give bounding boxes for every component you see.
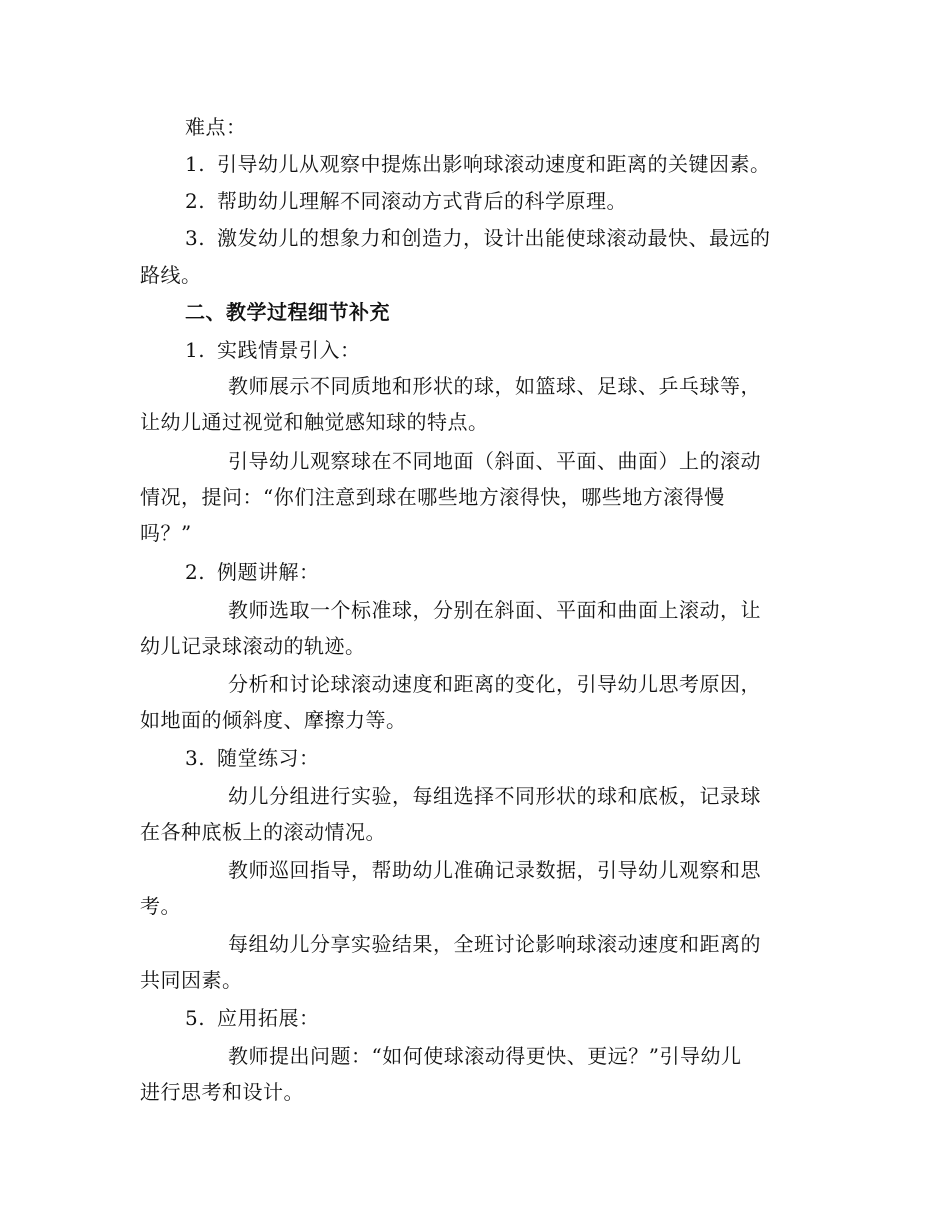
subsection-title [185, 745, 320, 771]
difficulty-item [185, 188, 627, 214]
paragraph-line: 教师展示不同质地和形状的球，如篮球、足球、乒乓球等， [228, 374, 761, 398]
paragraph-line: 幼儿记录球滚动的轨迹。 [140, 634, 366, 658]
subsection-title [185, 1005, 320, 1031]
subsection-number: 5. [185, 1006, 206, 1030]
difficulty-item [185, 225, 771, 251]
paragraph-line: 分析和讨论球滚动速度和距离的变化，引导幼儿思考原因， [228, 672, 761, 696]
item-text: 引导幼儿从观察中提炼出影响球滚动速度和距离的关键因素。 [217, 152, 771, 176]
section-heading: 二、教学过程细节补充 [185, 300, 390, 324]
paragraph-line: 教师选取一个标准球，分别在斜面、平面和曲面上滚动，让 [228, 598, 761, 622]
paragraph-line: 幼儿分组进行实验，每组选择不同形状的球和底板，记录球 [228, 784, 761, 808]
difficulties-heading: 难点： [185, 115, 247, 139]
subsection-number: 1. [185, 338, 206, 362]
subsection-title [185, 337, 361, 363]
paragraph-line: 吗？” [140, 521, 192, 545]
paragraph-line: 每组幼儿分享实验结果，全班讨论影响球滚动速度和距离的 [228, 932, 761, 956]
paragraph-line: 如地面的倾斜度、摩擦力等。 [140, 708, 407, 732]
item-number: 2. [185, 189, 206, 213]
subsection-label: 实践情景引入： [217, 338, 361, 362]
paragraph-line: 引导幼儿观察球在不同地面（斜面、平面、曲面）上的滚动 [228, 449, 761, 473]
item-text: 激发幼儿的想象力和创造力，设计出能使球滚动最快、最远的 [217, 226, 771, 250]
item-text: 帮助幼儿理解不同滚动方式背后的科学原理。 [217, 189, 627, 213]
subsection-label: 应用拓展： [217, 1006, 320, 1030]
difficulty-item [185, 151, 771, 177]
paragraph-line: 教师巡回指导，帮助幼儿准确记录数据，引导幼儿观察和思 [228, 858, 761, 882]
paragraph-line: 进行思考和设计。 [140, 1080, 304, 1104]
item-continuation: 路线。 [140, 263, 202, 287]
subsection-number: 3. [185, 746, 206, 770]
item-number: 1. [185, 152, 206, 176]
subsection-label: 随堂练习： [217, 746, 320, 770]
paragraph-line: 情况，提问：“你们注意到球在哪些地方滚得快，哪些地方滚得慢 [140, 485, 725, 509]
paragraph-line: 在各种底板上的滚动情况。 [140, 820, 386, 844]
subsection-label: 例题讲解： [217, 560, 320, 584]
item-number: 3. [185, 226, 206, 250]
paragraph-line: 共同因素。 [140, 968, 243, 992]
paragraph-line: 让幼儿通过视觉和触觉感知球的特点。 [140, 410, 489, 434]
paragraph-line: 教师提出问题：“如何使球滚动得更快、更远？”引导幼儿 [228, 1044, 742, 1068]
subsection-title [185, 559, 320, 585]
paragraph-line: 考。 [140, 894, 181, 918]
subsection-number: 2. [185, 560, 206, 584]
